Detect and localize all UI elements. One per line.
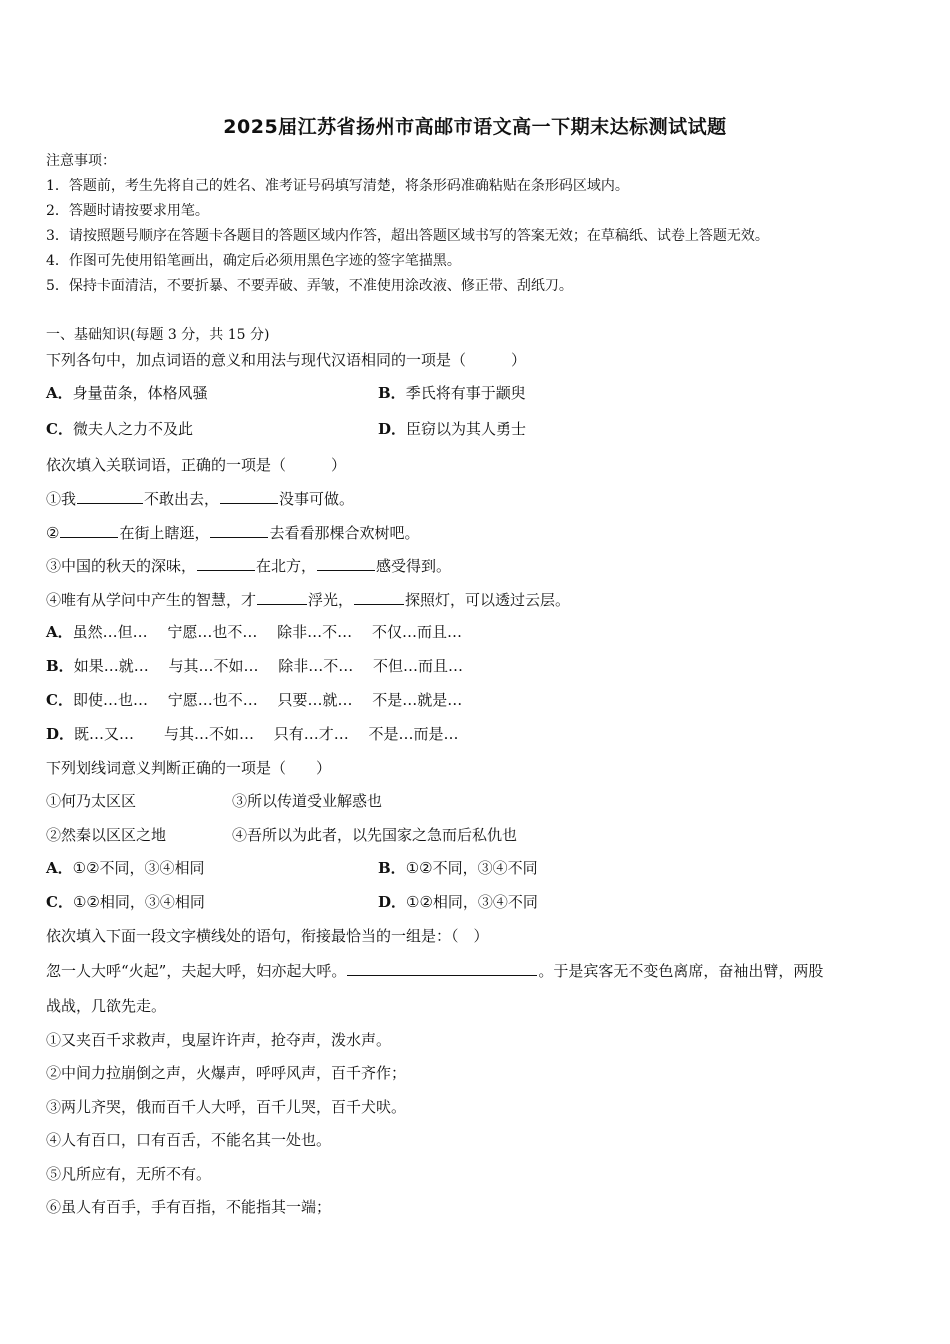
option-letter: C． bbox=[46, 691, 73, 709]
q1-option-c bbox=[46, 419, 193, 439]
q2-line-text: 感受得到。 bbox=[376, 557, 452, 575]
q4-passage-line-1 bbox=[46, 960, 823, 981]
notice-heading: 注意事项： bbox=[46, 153, 116, 169]
q4-passage-text: 。于是宾客无不变色离席，奋袖出臂，两股 bbox=[538, 962, 824, 980]
q2-line-text: ①我 bbox=[46, 490, 77, 508]
notice-item-5: 5．保持卡面清洁，不要折暴、不要弄破、弄皱，不准使用涂改液、修正带、刮纸刀。 bbox=[46, 278, 573, 294]
fill-blank bbox=[77, 488, 143, 504]
q4-passage-line-2: 战战，几欲先走。 bbox=[46, 997, 167, 1015]
q2-line-text: ③中国的秋天的深味， bbox=[46, 557, 197, 575]
q2-line-4 bbox=[46, 589, 570, 610]
fill-blank bbox=[60, 522, 118, 538]
option-letter: D． bbox=[46, 725, 75, 743]
option-text: 既…又… 与其…不如… 只有…才… 不是…而是… bbox=[74, 725, 459, 743]
q3-option-a bbox=[46, 858, 205, 878]
exam-title: 2025届江苏省扬州市高邮市语文高一下期末达标测试试题 bbox=[223, 116, 727, 138]
option-text: 季氏将有事于颛臾 bbox=[405, 384, 526, 402]
q2-line-text: 去看看那棵合欢树吧。 bbox=[269, 524, 420, 542]
q2-line-text: 在街上瞎逛， bbox=[119, 524, 210, 542]
option-text: 臣窃以为其人勇士 bbox=[406, 420, 527, 438]
section-heading: 一、基础知识(每题 3 分，共 15 分) bbox=[46, 327, 270, 343]
q2-line-text: 探照灯，可以透过云层。 bbox=[405, 591, 571, 609]
fill-blank bbox=[210, 522, 268, 538]
q2-line-text: 浮光， bbox=[308, 591, 354, 609]
q4-item-6: ⑥虽人有百手，手有百指，不能指其一端； bbox=[46, 1198, 332, 1216]
option-text: 身量苗条，体格风骚 bbox=[72, 384, 208, 402]
q3-option-d bbox=[378, 892, 538, 912]
q2-line-text: ② bbox=[46, 524, 60, 542]
option-text: ①②相同，③④不同 bbox=[406, 893, 538, 911]
option-letter: B． bbox=[46, 657, 74, 675]
q2-line-text: 在北方， bbox=[256, 557, 317, 575]
option-text: 微夫人之力不及此 bbox=[72, 420, 193, 438]
q4-passage-text: 忽一人大呼“火起”，夫起大呼，妇亦起大呼。 bbox=[46, 962, 347, 980]
q4-stem: 依次填入下面一段文字横线处的语句，衔接最恰当的一组是：（ ） bbox=[46, 927, 489, 945]
q1-option-b bbox=[378, 383, 526, 403]
q2-line-text: 不敢出去， bbox=[144, 490, 220, 508]
q4-item-2: ②中间力拉崩倒之声，火爆声，呼呼风声，百千齐作； bbox=[46, 1064, 407, 1082]
option-text: 如果…就… 与其…不如… 除非…不… 不但…而且… bbox=[73, 657, 463, 675]
option-letter: D． bbox=[378, 420, 407, 438]
option-letter: D． bbox=[378, 893, 407, 911]
q1-option-d bbox=[378, 419, 526, 439]
option-text: ①②不同，③④相同 bbox=[72, 859, 205, 877]
fill-blank bbox=[354, 589, 404, 605]
fill-blank bbox=[347, 960, 537, 976]
q2-line-text: 没事可做。 bbox=[279, 490, 355, 508]
q4-item-4: ④人有百口，口有百舌，不能名其一处也。 bbox=[46, 1131, 332, 1149]
q2-option-b bbox=[46, 656, 463, 676]
q1-option-a bbox=[46, 383, 208, 403]
fill-blank bbox=[197, 555, 255, 571]
option-letter: C． bbox=[46, 420, 73, 438]
q2-line-2 bbox=[46, 522, 419, 543]
q3-item-4: ④吾所以为此者，以先国家之急而后私仇也 bbox=[232, 826, 518, 844]
q3-stem: 下列划线词意义判断正确的一项是（ ） bbox=[46, 759, 332, 777]
q2-option-c bbox=[46, 690, 462, 710]
q2-line-3 bbox=[46, 555, 451, 576]
q4-item-1: ①又夹百千求救声，曳屋许许声，抢夺声，泼水声。 bbox=[46, 1031, 392, 1049]
q4-item-5: ⑤凡所应有，无所不有。 bbox=[46, 1165, 212, 1183]
option-letter: A． bbox=[46, 623, 73, 641]
notice-item-2: 2．答题时请按要求用笔。 bbox=[46, 203, 209, 219]
q2-option-a bbox=[46, 622, 462, 642]
option-letter: B． bbox=[378, 859, 406, 877]
option-letter: B． bbox=[378, 384, 406, 402]
fill-blank bbox=[317, 555, 375, 571]
option-text: ①②不同，③④不同 bbox=[405, 859, 538, 877]
q3-item-1: ①何乃太区区 bbox=[46, 792, 137, 810]
q3-option-b bbox=[378, 858, 538, 878]
q3-item-2: ②然秦以区区之地 bbox=[46, 826, 167, 844]
q4-item-3: ③两儿齐哭，俄而百千人大呼，百千儿哭，百千犬吠。 bbox=[46, 1098, 407, 1116]
option-text: 即使…也… 宁愿…也不… 只要…就… 不是…就是… bbox=[72, 691, 463, 709]
option-letter: A． bbox=[46, 384, 73, 402]
q3-option-c bbox=[46, 892, 205, 912]
option-letter: A． bbox=[46, 859, 73, 877]
option-text: 虽然…但… 宁愿…也不… 除非…不… 不仅…而且… bbox=[72, 623, 462, 641]
q2-option-d bbox=[46, 724, 459, 744]
notice-item-3: 3．请按照题号顺序在答题卡各题目的答题区域内作答，超出答题区域书写的答案无效；在草稿纸、试卷上答题无效。 bbox=[46, 228, 769, 244]
notice-item-1: 1．答题前，考生先将自己的姓名、准考证号码填写清楚，将条形码准确粘贴在条形码区域内。 bbox=[46, 178, 629, 194]
q2-line-1 bbox=[46, 488, 354, 509]
q3-item-3: ③所以传道受业解惑也 bbox=[232, 792, 383, 810]
q2-line-text: ④唯有从学问中产生的智慧，才 bbox=[46, 591, 257, 609]
fill-blank bbox=[257, 589, 307, 605]
q1-stem: 下列各句中，加点词语的意义和用法与现代汉语相同的一项是（ ） bbox=[46, 351, 527, 369]
fill-blank bbox=[220, 488, 278, 504]
notice-item-4: 4．作图可先使用铅笔画出，确定后必须用黑色字迹的签字笔描黑。 bbox=[46, 253, 461, 269]
option-text: ①②相同，③④相同 bbox=[72, 893, 205, 911]
option-letter: C． bbox=[46, 893, 73, 911]
q2-stem: 依次填入关联词语，正确的一项是（ ） bbox=[46, 456, 347, 474]
